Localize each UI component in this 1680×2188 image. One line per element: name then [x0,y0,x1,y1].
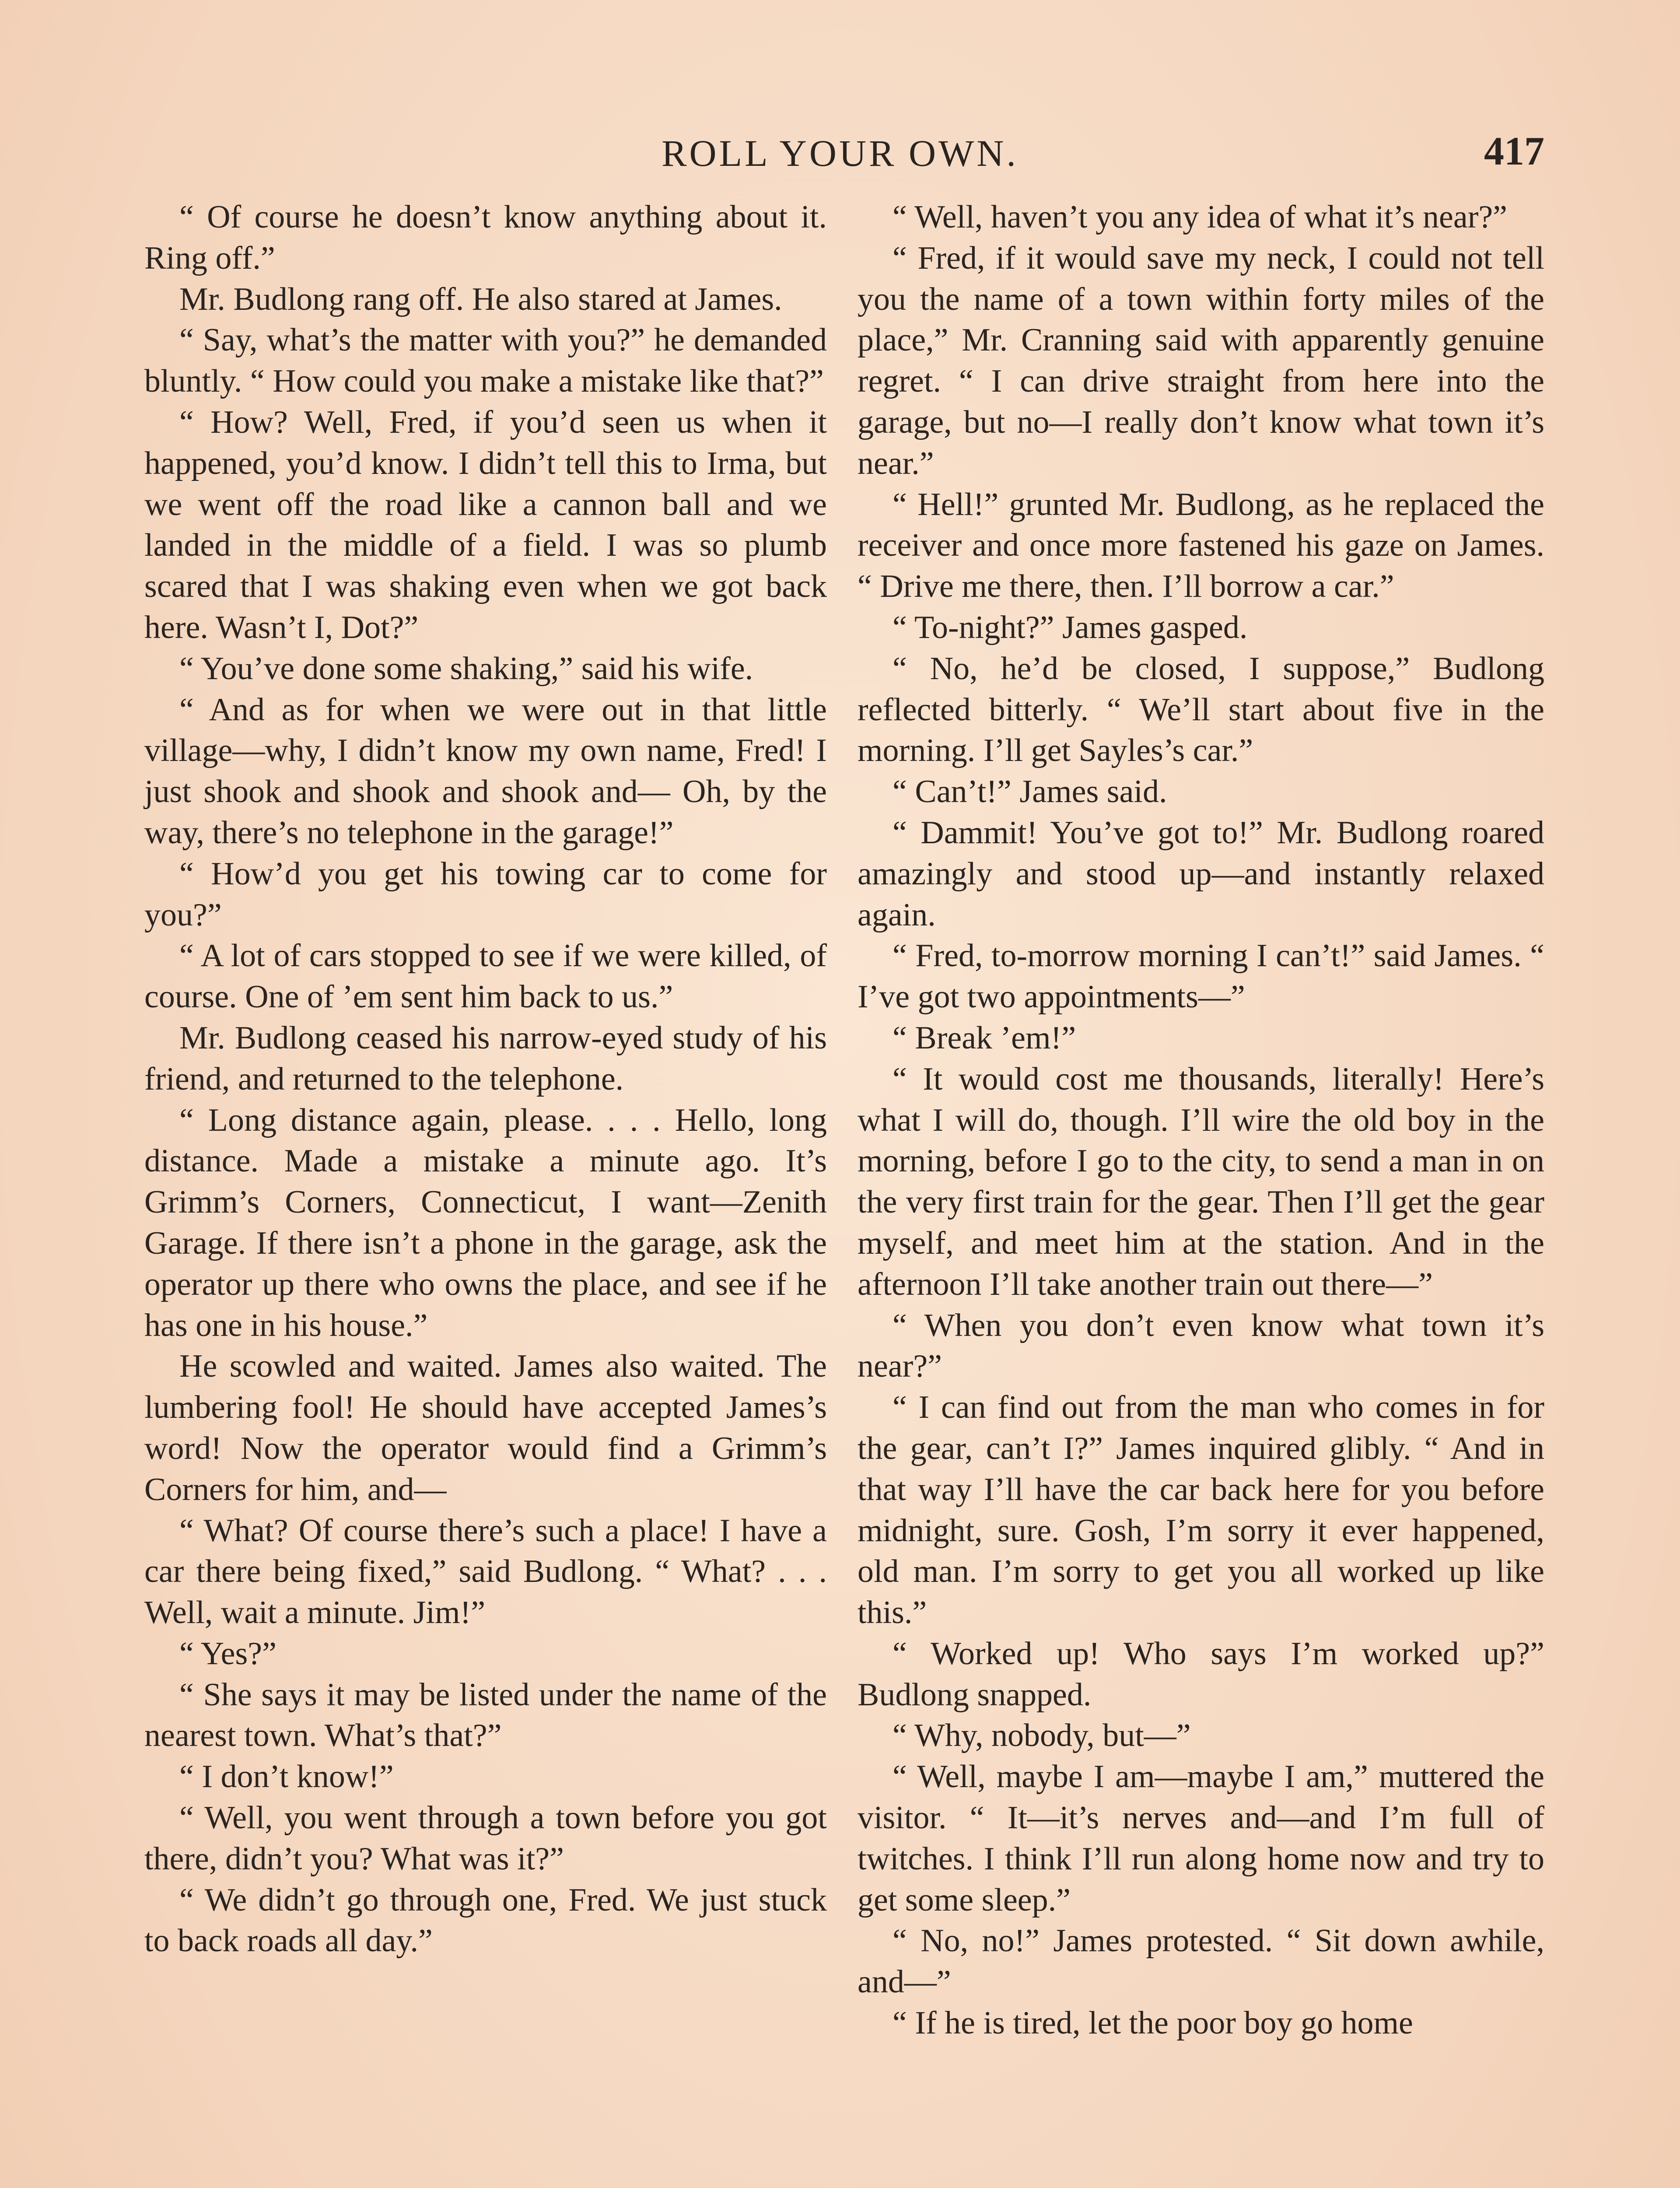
paragraph: “ How’d you get his towing car to come for you?” [144,856,827,933]
paragraph: Mr. Budlong ceased his narrow-eyed study of his friend, and returned to the telephone. [144,1020,827,1097]
page-number: 417 [1484,129,1544,173]
paragraph: “ She says it may be listed under the name of the nearest town. What’s that?” [144,1676,827,1754]
paragraph: “ Well, maybe I am—maybe I am,” muttered the visitor. “ It—it’s nerves and—and I’m full of twitches. I think I’ll run along home now and try to get some sleep.” [858,1759,1544,1918]
paragraph: “ If he is tired, let the poor boy go home [892,2005,1413,2041]
paragraph: “ Fred, if it would save my neck, I could not tell you the name of a town within forty miles of the place,” Mr. Cranning said with apparently genuine regret. “ I can drive straight from here into the garage, but no—I really don’t know what town it’s near.” [858,240,1544,481]
running-title: ROLL YOUR OWN. [662,132,1018,174]
paragraph: “ No, no!” James protested. “ Sit down awhile, and—” [858,1923,1544,2000]
paragraph: “ Long distance again, please. . . . Hello, long distance. Made a mistake a minute ago. It’s Grimm’s Corners, Connecticut, I want—Zenith Garage. If there isn’t a phone in the garage, ask the operator up there who owns the place, and see if he has one in his house.” [144,1102,827,1343]
paragraph: “ Yes?” [179,1635,276,1672]
paragraph: “ Dammit! You’ve got to!” Mr. Budlong roared amazingly and stood up—and instantly relaxed again. [858,814,1544,933]
right-column [858,197,1544,2044]
paragraph: “ And as for when we were out in that little village—why, I didn’t know my own name, Fred! I just shook and shook and shook and— Oh, by the way, there’s no telephone in the garage!” [144,691,827,851]
paragraph: He scowled and waited. James also waited. The lumbering fool! He should have accepted James’s word! Now the operator would find a Grimm’s Corners for him, and— [144,1348,827,1508]
paragraph: “ Fred, to-morrow morning I can’t!” said James. “ I’ve got two appointments—” [858,938,1544,1015]
paragraph: “ I don’t know!” [179,1759,394,1795]
paragraph: “ Why, nobody, but—” [892,1718,1191,1754]
paragraph: “ I can find out from the man who comes in for the gear, can’t I?” James inquired glibly. “ And in that way I’ll have the car back here for you before midnight, sure. Gosh, I’m sorry it ever happened, old man. I’m sorry to get you all worked up like this.” [858,1389,1544,1631]
paragraph: “ Break ’em!” [892,1020,1076,1056]
paragraph: “ Well, you went through a town before you got there, didn’t you? What was it?” [144,1800,827,1877]
paragraph: “ Hell!” grunted Mr. Budlong, as he replaced the receiver and once more fastened his gaze on James. “ Drive me there, then. I’ll borrow a car.” [858,486,1544,605]
paragraph: “ A lot of cars stopped to see if we were killed, of course. One of ’em sent him back to us.” [144,938,827,1015]
paragraph: Mr. Budlong rang off. He also stared at James. [179,281,782,317]
page-header [0,123,1680,193]
paragraph: “ Can’t!” James said. [892,774,1167,810]
paragraph: “ No, he’d be closed, I suppose,” Budlong reflected bitterly. “ We’ll start about five in the morning. I’ll get Sayles’s car.” [858,650,1544,769]
paragraph: “ We didn’t go through one, Fred. We just stuck to back roads all day.” [144,1882,827,1959]
paragraph: “ Of course he doesn’t know anything about it. Ring off.” [144,199,827,276]
paragraph: “ When you don’t even know what town it’s near?” [858,1307,1544,1385]
paragraph: “ You’ve done some shaking,” said his wife. [179,650,753,687]
paragraph: “ How? Well, Fred, if you’d seen us when it happened, you’d know. I didn’t tell this to Irma, but we went off the road like a cannon ball and we landed in the middle of a field. I was so plumb scared that I was shaking even when we got back here. Wasn’t I, Dot?” [144,404,827,645]
paragraph: “ To-night?” James gasped. [892,609,1248,645]
paragraph: “ Worked up! Who says I’m worked up?” Budlong snapped. [858,1635,1544,1713]
left-column [144,197,827,1962]
paragraph: “ It would cost me thousands, literally! Here’s what I will do, though. I’ll wire the old boy in the morning, before I go to the city, to send a man in on the very first train for the gear. Then I’ll get the gear myself, and meet him at the station. And in the afternoon I’ll take another train out there—” [858,1061,1544,1302]
paragraph: “ Well, haven’t you any idea of what it’s near?” [892,199,1508,235]
paragraph: “ What? Of course there’s such a place! I have a car there being fixed,” said Budlong. “ What? . . . Well, wait a minute. Jim!” [144,1512,827,1631]
paragraph: “ Say, what’s the matter with you?” he demanded bluntly. “ How could you make a mistake like that?” [144,322,827,400]
